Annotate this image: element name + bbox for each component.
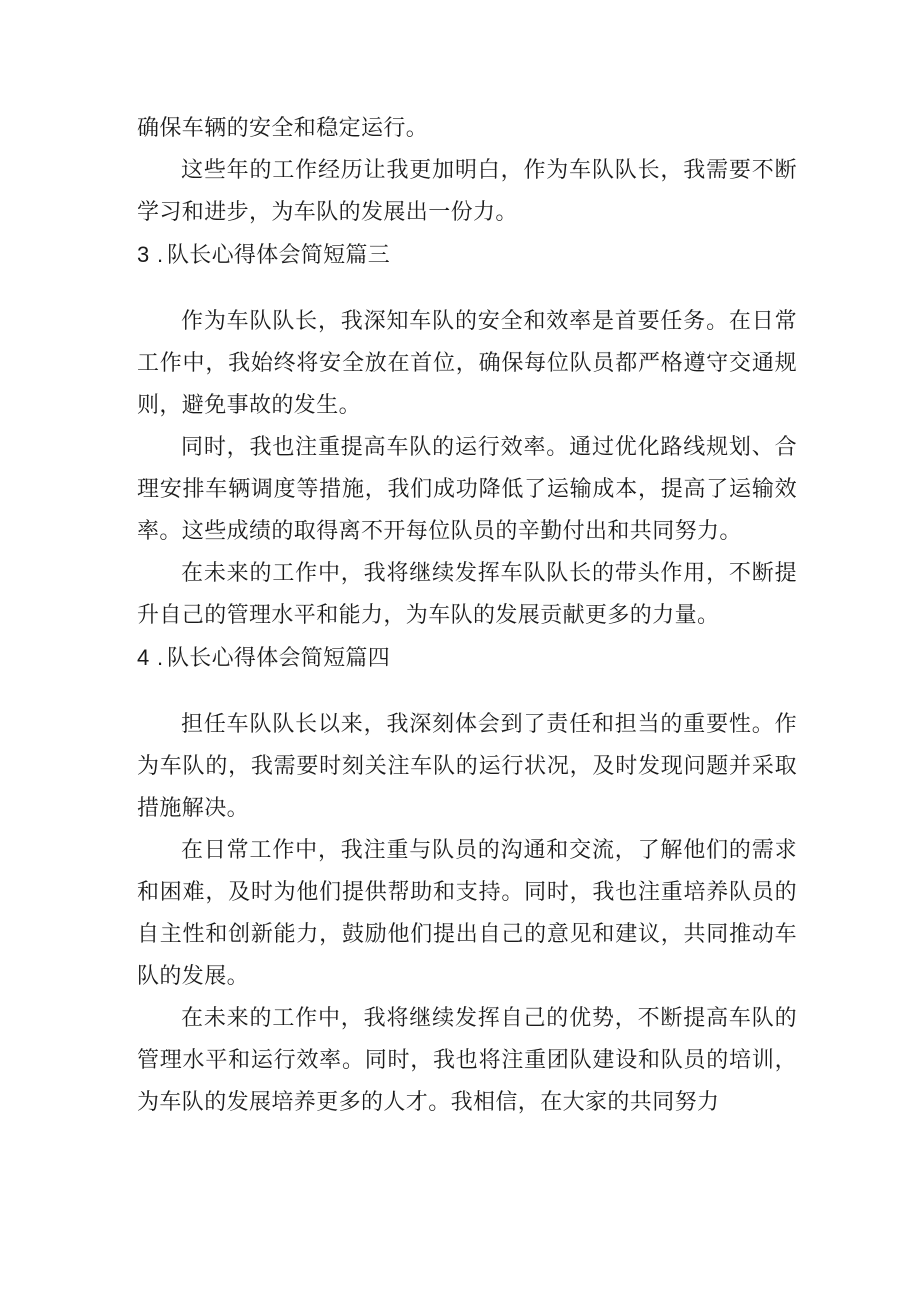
section-heading-4 [137,637,797,679]
section-number-dot: . [157,645,164,670]
paragraph: 同时，我也注重提高车队的运行效率。通过优化路线规划、合理安排车辆调度等措施，我们成功降低了运输成本，提高了运输效率。这些成绩的取得离不开每位队员的辛勤付出和共同努力。 [137,435,797,544]
paragraph: 担任车队队长以来，我深刻体会到了责任和担当的重要性。作为车队的，我需要时刻关注车队的运行状况，及时发现问题并采取措施解决。 [137,712,797,821]
section-number-dot: . [157,242,164,267]
document-body [137,108,797,1124]
spacer [137,679,797,704]
section-number: 3 [137,242,150,267]
paragraph: 在未来的工作中，我将继续发挥车队队长的带头作用，不断提升自己的管理水平和能力，为车队的发展贡献更多的力量。 [137,561,797,628]
spacer [137,276,797,301]
paragraph-continuation: 确保车辆的安全和稳定运行。 [137,116,429,141]
section-heading-3 [137,234,797,276]
paragraph: 在日常工作中，我注重与队员的沟通和交流，了解他们的需求和困难，及时为他们提供帮助和支持。同时，我也注重培养队员的自主性和创新能力，鼓励他们提出自己的意见和建议，共同推动车队的发展。 [137,838,797,989]
paragraph: 在未来的工作中，我将继续发挥自己的优势，不断提高车队的管理水平和运行效率。同时，我也将注重团队建设和队员的培训，为车队的发展培养更多的人才。我相信，在大家的共同努力 [137,1006,797,1115]
paragraph: 作为车队队长，我深知车队的安全和效率是首要任务。在日常工作中，我始终将安全放在首位，确保每位队员都严格遵守交通规则，避免事故的发生。 [137,309,797,418]
section-title: 队长心得体会简短篇四 [167,645,391,670]
section-title: 队长心得体会简短篇三 [167,242,391,267]
section-number: 4 [137,645,150,670]
paragraph: 这些年的工作经历让我更加明白，作为车队队长，我需要不断学习和进步，为车队的发展出一份力。 [137,158,797,225]
